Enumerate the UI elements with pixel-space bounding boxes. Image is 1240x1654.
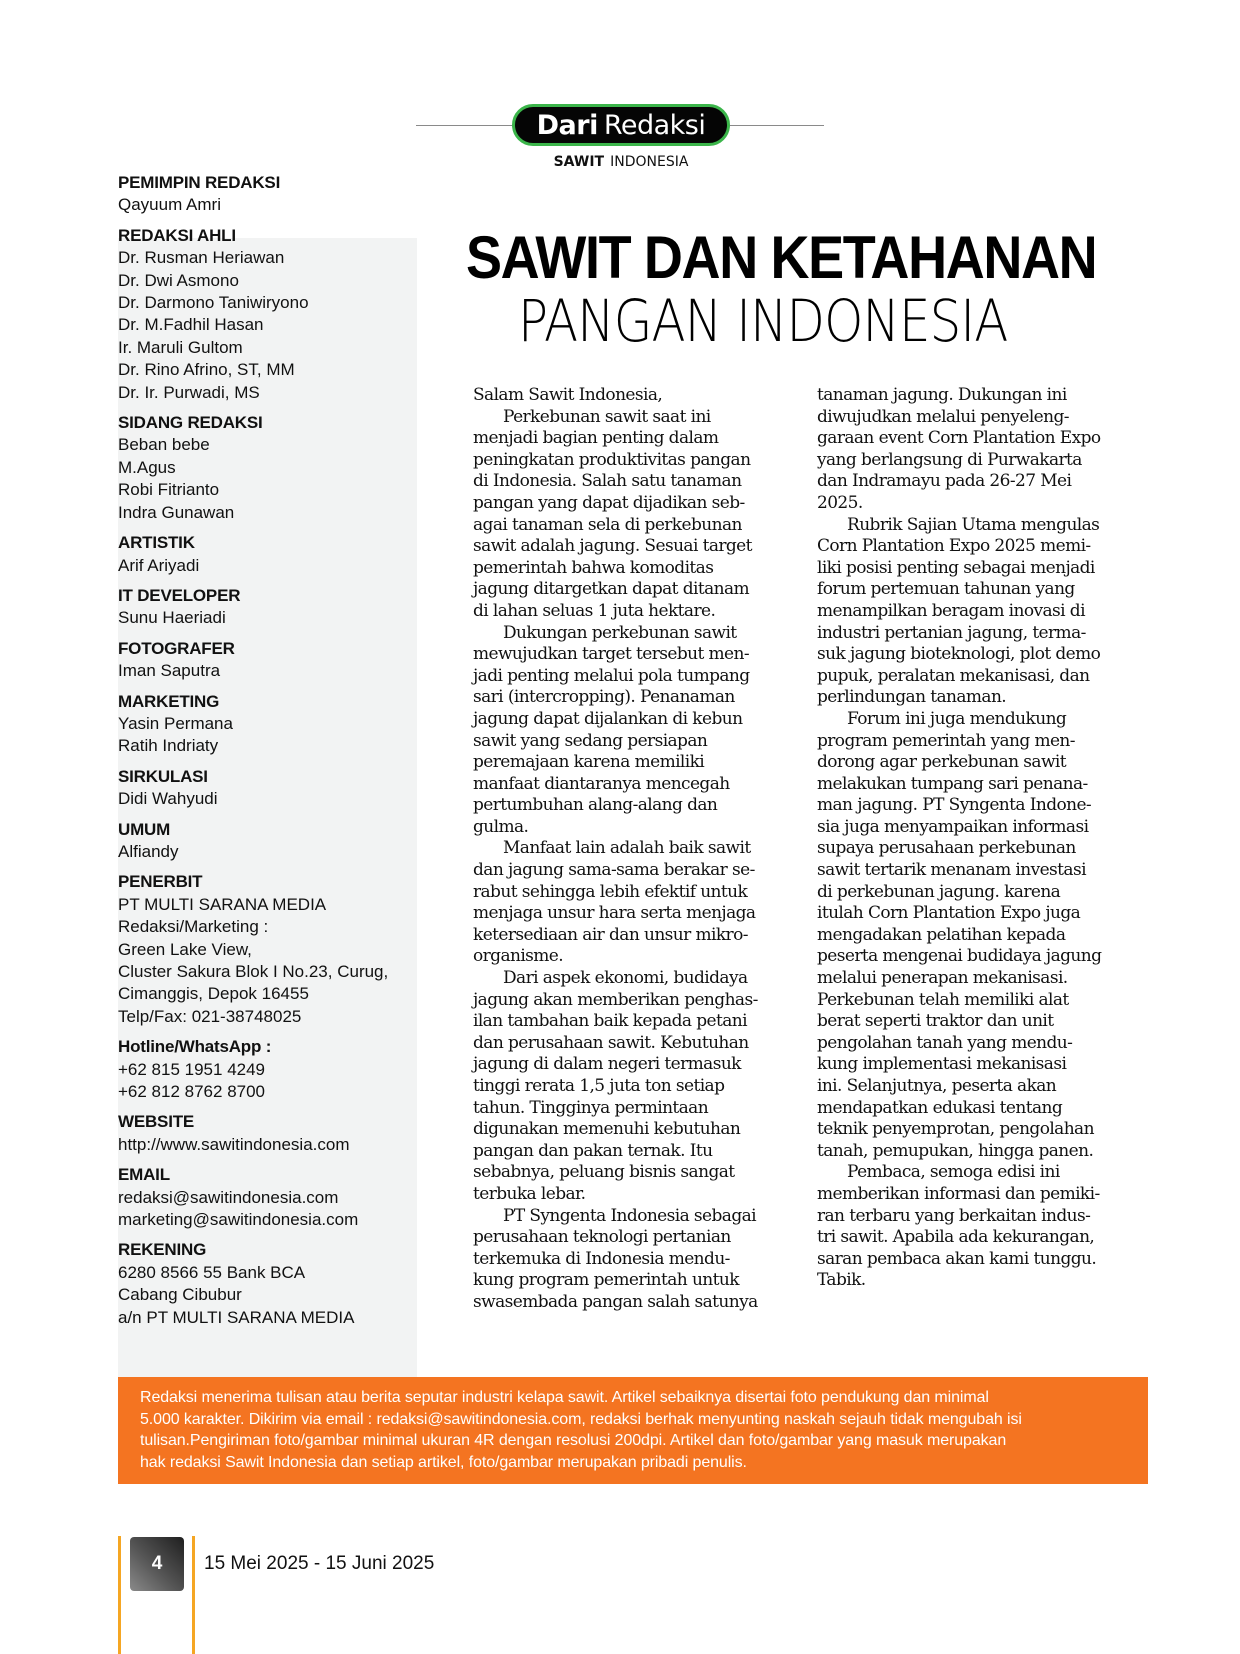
article-line: gulma. — [473, 816, 529, 837]
article-line: Tabik. — [817, 1270, 866, 1291]
masthead-section-title: Hotline/WhatsApp : — [118, 1037, 272, 1057]
masthead-section — [118, 532, 418, 577]
article-line: dorong agar perkebunan sawit — [817, 752, 1066, 773]
masthead-entry: Green Lake View, — [118, 939, 252, 959]
article-line: industri pertanian jagung, terma- — [817, 622, 1086, 643]
article-line: jagung dapat dijalankan di kebun — [473, 708, 743, 729]
header-rule-right — [728, 125, 824, 126]
article-line: tri sawit. Apabila ada kekurangan, — [817, 1227, 1095, 1248]
masthead-entry: Arif Ariyadi — [118, 555, 200, 575]
masthead-entry: Yasin Permana — [118, 713, 233, 733]
article-line: pangan yang dapat dijadikan seb- — [473, 492, 745, 513]
article-line: menampilkan beragam inovasi di — [817, 600, 1085, 621]
masthead-section — [118, 691, 418, 758]
article-line: yang berlangsung di Purwakarta — [817, 449, 1082, 470]
article-line: melalui penerapan mekanisasi. — [817, 968, 1068, 989]
article-line: mendapatkan edukasi tentang — [817, 1097, 1063, 1118]
masthead-section — [118, 819, 418, 864]
masthead-section-title: MARKETING — [118, 691, 220, 711]
masthead-section — [118, 638, 418, 683]
article-line: perusahaan teknologi pertanian — [473, 1227, 731, 1248]
article-line: jadi penting melalui pola tumpang — [473, 665, 750, 686]
article-line: agai tanaman sela di perkebunan — [473, 514, 742, 535]
article-line: Forum ini juga mendukung — [847, 708, 1067, 729]
article-line: sawit tertarik menanam investasi — [817, 860, 1086, 881]
masthead-entry: Ratih Indriaty — [118, 736, 219, 756]
page-number: 4 — [130, 1537, 184, 1591]
article-line: kung program pemerintah untuk — [473, 1270, 739, 1291]
masthead-entry: Telp/Fax: 021-38748025 — [118, 1006, 302, 1026]
masthead-entry: +62 812 8762 8700 — [118, 1082, 266, 1102]
footer-rule-left — [118, 1536, 121, 1654]
article-column-2 — [817, 385, 1142, 1292]
masthead-entry: 6280 8566 55 Bank BCA — [118, 1262, 306, 1282]
masthead-section — [118, 225, 418, 404]
article-line: saran pembaca akan kami tunggu. — [817, 1248, 1097, 1269]
article-line: terbuka lebar. — [473, 1183, 586, 1204]
masthead-section — [118, 1164, 418, 1231]
masthead-section-title: SIDANG REDAKSI — [118, 413, 263, 433]
article-line: tinggi rerata 1,5 juta ton setiap — [473, 1076, 725, 1096]
masthead-section — [118, 412, 418, 524]
masthead-section — [118, 871, 418, 1028]
article-line: di Indonesia. Salah satu tanaman — [473, 471, 742, 492]
article-line: swasembada pangan salah satunya — [473, 1291, 758, 1312]
section-label-bold: Dari — [536, 109, 598, 141]
article-line: digunakan memenuhi kebutuhan — [473, 1119, 741, 1140]
masthead-entry: http://www.sawitindonesia.com — [118, 1134, 350, 1154]
article-line: Corn Plantation Expo 2025 memi- — [817, 536, 1091, 557]
masthead-section-title: PEMIMPIN REDAKSI — [118, 173, 281, 192]
notice-line: Redaksi menerima tulisan atau berita seputar industri kelapa sawit. Artikel sebaiknya disertai foto pendukung dan minimal — [140, 1389, 989, 1406]
article-line: ilan tambahan baik kepada petani — [473, 1011, 747, 1032]
masthead-section-title: REKENING — [118, 1240, 207, 1260]
article-line: tahun. Tingginya permintaan — [473, 1097, 709, 1118]
article-line: jagung akan memberikan penghas- — [473, 989, 758, 1010]
masthead-entry: Iman Saputra — [118, 661, 221, 681]
article-line: dan perusahaan sawit. Kebutuhan — [473, 1032, 749, 1053]
masthead-entry: Cabang Cibubur — [118, 1285, 242, 1305]
masthead-entry: Beban bebe — [118, 435, 210, 455]
article-line: Dari aspek ekonomi, budidaya — [503, 968, 748, 989]
article-line: liki posisi penting sebagai menjadi — [817, 557, 1095, 578]
masthead-section — [118, 1036, 418, 1103]
masthead-section — [118, 1111, 418, 1156]
masthead-section-title: UMUM — [118, 819, 171, 839]
publication-name — [512, 154, 730, 170]
article-line: Dukungan perkebunan sawit — [503, 622, 737, 643]
masthead-entry: a/n PT MULTI SARANA MEDIA — [118, 1307, 355, 1327]
masthead-entry: Didi Wahyudi — [118, 789, 218, 809]
article-line: jagung di dalam negeri termasuk — [473, 1054, 741, 1075]
article-title-line2: PANGAN INDONESIA — [518, 287, 1008, 355]
article-line: diwujudkan melalui penyeleng- — [817, 406, 1069, 427]
article-line: peremajaan karena memiliki — [473, 752, 705, 773]
article-line: perlindungan tanaman. — [817, 687, 1007, 708]
masthead-section — [118, 1239, 418, 1329]
masthead-section-title: REDAKSI AHLI — [118, 225, 236, 245]
issue-date-range: 15 Mei 2025 - 15 Juni 2025 — [204, 1553, 435, 1574]
masthead-entry: Dr. Darmono Taniwiryono — [118, 293, 309, 313]
article-line: rabut sehingga lebih efektif untuk — [473, 881, 748, 902]
masthead-entry: Dr. M.Fadhil Hasan — [118, 315, 264, 335]
article-line: dan jagung sama-sama berakar se- — [473, 860, 755, 881]
article-line: Rubrik Sajian Utama mengulas — [847, 514, 1100, 535]
article-line: terkemuka di Indonesia mendu- — [473, 1248, 730, 1269]
masthead-entry: marketing@sawitindonesia.com — [118, 1210, 359, 1230]
article-line: peserta mengenai budidaya jagung — [817, 946, 1102, 967]
masthead-entry: Cimanggis, Depok 16455 — [118, 984, 309, 1004]
section-label-badge — [512, 104, 730, 146]
masthead-entry: Ir. Maruli Gultom — [118, 337, 243, 357]
article-line: di perkebunan jagung. karena — [817, 881, 1061, 902]
article-line: sia juga menyampaikan informasi — [817, 816, 1089, 837]
masthead-entry: Dr. Rino Afrino, ST, MM — [118, 360, 295, 380]
masthead-entry: Indra Gunawan — [118, 502, 235, 522]
article-line: Salam Sawit Indonesia, — [473, 385, 663, 405]
masthead-section-title: FOTOGRAFER — [118, 638, 235, 658]
masthead-section-title: PENERBIT — [118, 872, 203, 892]
footer-rule-right — [192, 1536, 195, 1654]
article-line: pemerintah bahwa komoditas — [473, 557, 714, 578]
masthead-section-title: IT DEVELOPER — [118, 585, 241, 605]
article-line: sari (intercropping). Penanaman — [473, 687, 735, 708]
article-line: mengadakan pelatihan kepada — [817, 924, 1066, 945]
article-line: garaan event Corn Plantation Expo — [817, 428, 1101, 449]
article-line: berat seperti traktor dan unit — [817, 1011, 1054, 1032]
masthead-section-title: ARTISTIK — [118, 533, 195, 553]
masthead-entry: Cluster Sakura Blok I No.23, Curug, — [118, 962, 389, 981]
article-line: sawit yang sedang persiapan — [473, 730, 708, 751]
article-line: tanaman jagung. Dukungan ini — [817, 385, 1067, 405]
article-line: Perkebunan telah memiliki alat — [817, 989, 1069, 1010]
article-line: pertumbuhan alang-alang dan — [473, 795, 718, 816]
article-line: manfaat diantaranya mencegah — [473, 773, 730, 794]
article-line: organisme. — [473, 946, 564, 967]
article-line: menjaga unsur hara serta menjaga — [473, 903, 756, 924]
article-line: memberikan informasi dan pemiki- — [817, 1183, 1100, 1204]
article-line: teknik penyemprotan, pengolahan — [817, 1119, 1094, 1140]
section-label-light: Redaksi — [603, 109, 706, 141]
notice-line: hak redaksi Sawit Indonesia dan setiap artikel, foto/gambar merupakan pribadi penulis. — [140, 1454, 747, 1472]
masthead-entry: Alfiandy — [118, 841, 179, 861]
article-line: itulah Corn Plantation Expo juga — [817, 903, 1081, 924]
masthead-entry: Qayuum Amri — [118, 195, 221, 215]
article-line: melakukan tumpang sari penana- — [817, 773, 1088, 794]
article-line: supaya perusahaan perkebunan — [817, 838, 1076, 859]
notice-line: 5.000 karakter. Dikirim via email : redaksi@sawitindonesia.com, redaksi berhak menyunting naskah sejauh tidak mengubah isi — [140, 1410, 1022, 1428]
header-rule-left — [416, 125, 514, 126]
masthead-entry: M.Agus — [118, 457, 176, 477]
masthead-entry: Robi Fitrianto — [118, 480, 220, 500]
masthead-entry: Dr. Rusman Heriawan — [118, 248, 285, 268]
article-line: program pemerintah yang men- — [817, 730, 1075, 751]
masthead-entry: PT MULTI SARANA MEDIA — [118, 894, 327, 914]
publication-name-bold: SAWIT — [553, 154, 605, 170]
notice-line: tulisan.Pengiriman foto/gambar minimal ukuran 4R dengan resolusi 200dpi. Artikel dan foto/gambar yang masuk merupakan — [140, 1432, 1007, 1450]
article-line: pangan dan pakan ternak. Itu — [473, 1140, 713, 1161]
article-column-1 — [473, 385, 798, 1314]
article-line: suk jagung bioteknologi, plot demo — [817, 644, 1101, 665]
article-title-line1: SAWIT DAN KETAHANAN — [466, 224, 1097, 291]
submission-notice — [118, 1377, 1148, 1484]
masthead-section-title: WEBSITE — [118, 1112, 195, 1132]
masthead-entry: redaksi@sawitindonesia.com — [118, 1187, 339, 1207]
article-line: man jagung. PT Syngenta Indone- — [817, 795, 1092, 816]
article-line: jagung ditargetkan dapat ditanam — [473, 579, 750, 600]
article-line: Perkebunan sawit saat ini — [503, 406, 711, 427]
article-line: 2025. — [817, 492, 863, 513]
article-line: forum pertemuan tahunan yang — [817, 579, 1075, 600]
article-line: sawit adalah jagung. Sesuai target — [473, 536, 752, 557]
article-line: mewujudkan target tersebut men- — [473, 644, 749, 665]
publication-name-light: INDONESIA — [610, 154, 689, 170]
article-line: peningkatan produktivitas pangan — [473, 449, 751, 470]
masthead-section — [118, 585, 418, 630]
article-line: ran terbaru yang berkaitan indus- — [817, 1205, 1091, 1226]
masthead-section-title: EMAIL — [118, 1165, 170, 1185]
masthead-section-title: SIRKULASI — [118, 766, 208, 786]
masthead-entry: Dr. Ir. Purwadi, MS — [118, 382, 260, 402]
article-line: Manfaat lain adalah baik sawit — [503, 838, 751, 859]
masthead-entry: Sunu Haeriadi — [118, 608, 226, 628]
masthead-section — [118, 766, 418, 811]
article-line: sebabnya, peluang bisnis sangat — [473, 1162, 735, 1183]
article-line: ini. Selanjutnya, peserta akan — [817, 1076, 1057, 1096]
article-line: pupuk, peralatan mekanisasi, dan — [817, 665, 1090, 686]
masthead-section — [118, 172, 418, 217]
article-line: menjadi bagian penting dalam — [473, 428, 719, 449]
article-line: PT Syngenta Indonesia sebagai — [503, 1205, 756, 1226]
article-line: kung implementasi mekanisasi — [817, 1054, 1067, 1075]
article-line: Pembaca, semoga edisi ini — [847, 1162, 1060, 1183]
article-line: ketersediaan air dan unsur mikro- — [473, 924, 748, 945]
masthead-entry: Redaksi/Marketing : — [118, 917, 269, 937]
article-line: di lahan seluas 1 juta hektare. — [473, 600, 716, 621]
masthead-entry: Dr. Dwi Asmono — [118, 270, 239, 290]
masthead-entry: +62 815 1951 4249 — [118, 1059, 266, 1079]
article-line: pengolahan tanah yang mendu- — [817, 1032, 1073, 1053]
article-line: tanah, pemupukan, hingga panen. — [817, 1140, 1094, 1161]
masthead — [118, 172, 418, 1337]
article-line: dan Indramayu pada 26-27 Mei — [817, 471, 1072, 492]
